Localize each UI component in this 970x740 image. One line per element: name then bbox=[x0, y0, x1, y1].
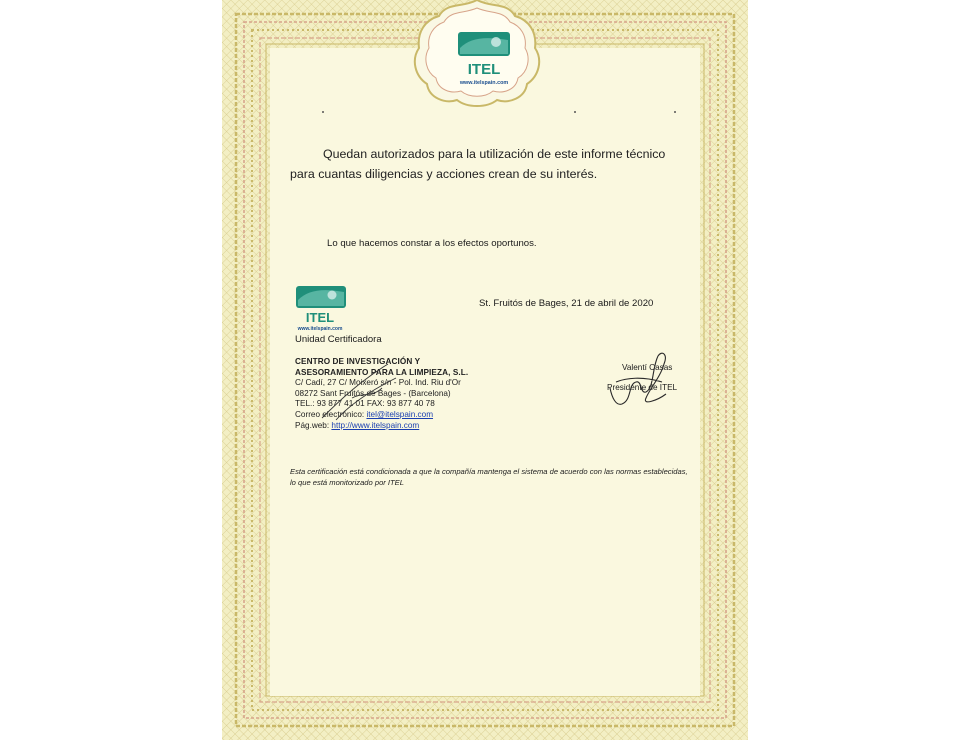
issuer-address-line2: 08272 Sant Fruitós de Bages - (Barcelona) bbox=[295, 388, 451, 398]
certification-condition-note: Esta certificación está condicionada a que la compañía mantenga el sistema de acuerdo con las normas establecidas, lo que está monitorizado por ITEL bbox=[290, 467, 688, 487]
logo-wordmark: ITEL bbox=[305, 310, 335, 325]
issuer-phones: TEL.: 93 877 41 01 FAX: 93 877 40 78 bbox=[295, 399, 435, 409]
date-location: St. Fruitós de Bages, 21 de abril de 2020 bbox=[479, 298, 654, 309]
authorization-paragraph-line2: para cuantas diligencias y acciones crean de su interés. bbox=[290, 167, 598, 181]
authorization-paragraph-line1: Quedan autorizados para la utilización de este informe técnico bbox=[323, 147, 666, 161]
itel-logo-top bbox=[454, 30, 514, 90]
signer-name: Valentí Casas bbox=[622, 363, 673, 372]
issuer-name-line2: ASESORAMIENTO PARA LA LIMPIEZA, S.L. bbox=[295, 367, 469, 377]
signer-role: Presidente de ITEL bbox=[607, 383, 678, 392]
logo-url: www.itelspain.com bbox=[297, 326, 343, 332]
issuer-name-line1: CENTRO DE INVESTIGACIÓN Y bbox=[295, 357, 421, 366]
web-link[interactable]: http://www.itelspain.com bbox=[331, 420, 420, 430]
president-signature bbox=[602, 348, 682, 410]
logo-url: www.itelspain.com bbox=[459, 80, 509, 86]
itel-logo-small bbox=[294, 284, 350, 332]
decorative-dot bbox=[574, 111, 576, 113]
email-link[interactable]: itel@itelspain.com bbox=[366, 409, 434, 419]
issuer-signature-scribble bbox=[292, 358, 442, 428]
issuer-address-line1: C/ Cadí, 27 C/ Moixeró s/n - Pol. Ind. Riu d'Or bbox=[295, 378, 461, 388]
certificate-page bbox=[222, 0, 748, 740]
statement-text: Lo que hacemos constar a los efectos oportunos. bbox=[327, 238, 537, 249]
logo-wordmark: ITEL bbox=[467, 61, 501, 78]
web-label: Pág.web: bbox=[295, 420, 330, 430]
decorative-dot bbox=[322, 111, 324, 113]
email-label: Correo electrónico: bbox=[295, 409, 365, 419]
certifying-unit-label: Unidad Certificadora bbox=[295, 334, 382, 345]
decorative-dot bbox=[674, 111, 676, 113]
